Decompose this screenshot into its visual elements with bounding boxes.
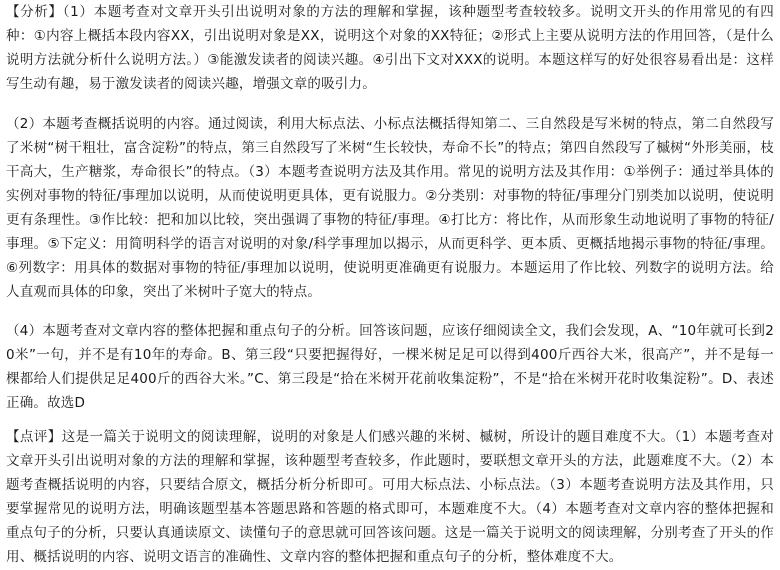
analysis-paragraph-1: 【分析】（1）本题考查对文章开头引出说明对象的方法的理解和掌握，该种题型考查较较多。说明文开头的作用常见的有四种：①内容上概括本段内容XX，引出说明对象是XX，说明这个对象的XX特征；②形式上主要从说明方法的作用回答，（是什么说明方法就分析什么说明方法。）③能激发读者的阅读兴趣。④引出下文对XXX的说明。本题这样写的好处很容易看出是：这样写生动有趣，易于激发读者的阅读兴趣，增强文章的吸引力。: [6, 4, 774, 92]
analysis-paragraph-2: （2）本题考查概括说明的内容。通过阅读，利用大标点法、小标点法概括得知第二、三自然段是写米树的特点，第二自然段写了米树“树干粗壮，富含淀粉”的特点，第三自然段写了米树“生长较快，寿命不长”的特点；第四自然段写了槭树“外形美丽，枝干高大，生产糖浆，寿命很长”的特点。（3）本题考查说明方法及其作用。常见的说明方法及其作用：①举例子：通过举具体的实例对事物的特征/事理加以说明，从而使说明更具体，更有说服力。②分类别：对事物的特征/事理分门别类加以说明，使说明更有条理性。③作比较：把和加以比较，突出强调了事物的特征/事理。④打比方：将比作，从而形象生动地说明了事物的特征/事理。⑤下定义：用简明科学的语言对说明的对象/科学事理加以揭示，从而更科学、更本质、更概括地揭示事物的特征/事理。⑥列数字：用具体的数据对事物的特征/事理加以说明，使说明更准确更有说服力。本题运用了作比较、列数字的说明方法。给人直观而具体的印象，突出了米树叶子宽大的特点。: [6, 116, 774, 300]
analysis-paragraph-3: （4）本题考查对文章内容的整体把握和重点句子的分析。回答该问题，应该仔细阅读全文，我们会发现，A、“10年就可长到20米”一句，并不是有10年的寿命。B、第三段“只要把握得好，一棵米树足足可以得到400斤西谷大米，很高产”，并不是每一棵都给人们提供足足400斤的西谷大米。”C、第三段是“拾在米树开花前收集淀粉”，不是“拾在米树开花时收集淀粉”。D、表述正确。故选D: [6, 323, 774, 411]
comment-paragraph: 【点评】这是一篇关于说明文的阅读理解，说明的对象是人们感兴趣的米树、槭树，所设计的题目难度不大。（1）本题考查对文章开头引出说明对象的方法的理解和掌握，该种题型考查较多，作此题时，要联想文章开头的方法，此题难度不大。（2）本题考查概括说明的内容，只要结合原文，概括分析分析即可。可用大标点法、小标点法。（3）本题考查说明方法及其作用，只要掌握常见的说明方法，明确该题型基本答题思路和答题的格式即可，本题难度不大。（4）本题考查对文章内容的整体把握和重点句子的分析，只要认真通读原文、读懂句子的意思就可回答该问题。这是一篇关于说明文的阅读理解，分别考查了开头的作用、概括说明的内容、说明文语言的准确性、文章内容的整体把握和重点句子的分析，整体难度不大。: [6, 429, 774, 565]
